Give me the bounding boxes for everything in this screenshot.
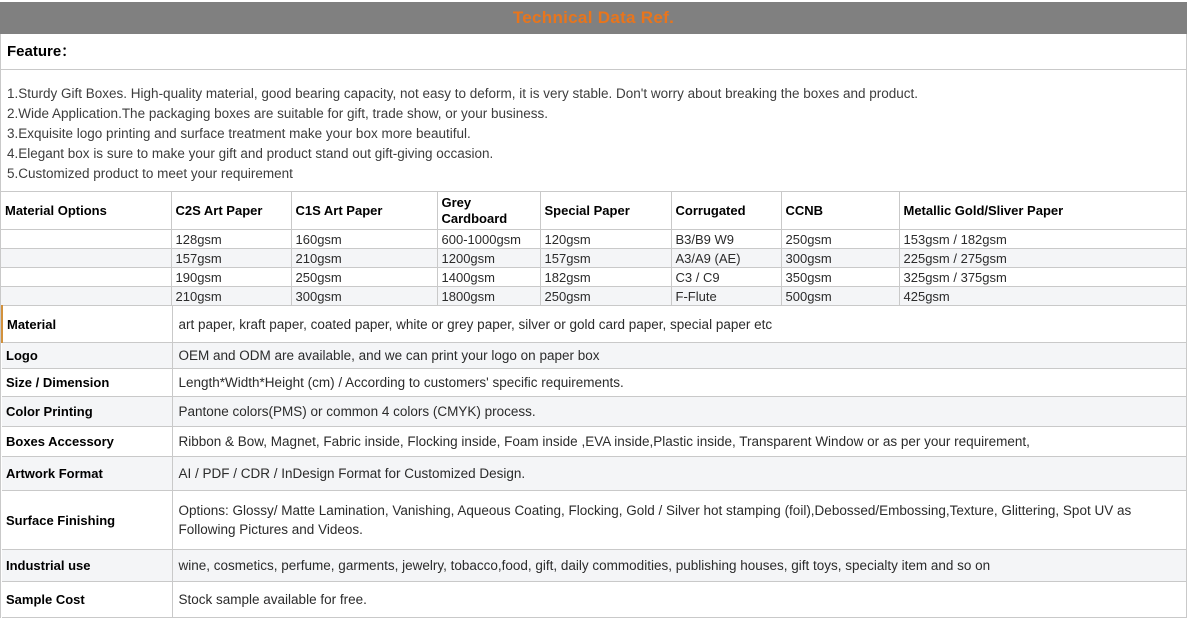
- table-cell: 250gsm: [781, 230, 899, 249]
- spec-value: OEM and ODM are available, and we can print your logo on paper box: [172, 343, 1186, 369]
- spec-label: Surface Finishing: [2, 491, 172, 550]
- table-cell: [1, 268, 171, 287]
- spec-row: [2, 582, 1186, 618]
- spec-label: Color Printing: [2, 397, 172, 427]
- table-cell: 300gsm: [781, 249, 899, 268]
- spec-row: [2, 491, 1186, 550]
- column-header: Grey Cardboard: [437, 192, 540, 230]
- table-cell: 157gsm: [540, 249, 671, 268]
- column-header: Special Paper: [540, 192, 671, 230]
- table-cell: [1, 230, 171, 249]
- page-title: Technical Data Ref.: [512, 8, 675, 27]
- table-cell: 250gsm: [291, 268, 437, 287]
- table-cell: [1, 249, 171, 268]
- table-cell: 225gsm / 275gsm: [899, 249, 1186, 268]
- spec-value: Stock sample available for free.: [172, 582, 1186, 618]
- table-cell: 182gsm: [540, 268, 671, 287]
- feature-item: 3.Exquisite logo printing and surface treatment make your box more beautiful.: [7, 126, 471, 141]
- spec-label: Logo: [2, 343, 172, 369]
- table-cell: 1400gsm: [437, 268, 540, 287]
- title-bar: [0, 2, 1187, 34]
- column-header: CCNB: [781, 192, 899, 230]
- column-header: Material Options: [1, 192, 171, 230]
- feature-heading: Feature：: [1, 34, 1186, 70]
- table-cell: F-Flute: [671, 287, 781, 306]
- table-cell: 300gsm: [291, 287, 437, 306]
- table-cell: 350gsm: [781, 268, 899, 287]
- table-cell: 325gsm / 375gsm: [899, 268, 1186, 287]
- table-cell: 128gsm: [171, 230, 291, 249]
- spec-value: Length*Width*Height (cm) / According to customers' specific requirements.: [172, 369, 1186, 397]
- spec-value: wine, cosmetics, perfume, garments, jewelry, tobacco,food, gift, daily commodities, publishing houses, gift toys, specialty item and so on: [172, 550, 1186, 582]
- feature-list: [1, 70, 1186, 191]
- table-cell: 210gsm: [291, 249, 437, 268]
- spec-row: [2, 369, 1186, 397]
- table-row: [1, 287, 1186, 306]
- table-cell: C3 / C9: [671, 268, 781, 287]
- column-header: C1S Art Paper: [291, 192, 437, 230]
- spec-label: Material: [2, 306, 172, 343]
- spec-label: Sample Cost: [2, 582, 172, 618]
- column-header: Metallic Gold/Sliver Paper: [899, 192, 1186, 230]
- spec-value: Ribbon & Bow, Magnet, Fabric inside, Flocking inside, Foam inside ,EVA inside,Plastic inside, Transparent Window or as per your requirement,: [172, 427, 1186, 457]
- spec-row: [2, 427, 1186, 457]
- material-table-body: [1, 230, 1186, 306]
- table-row: [1, 230, 1186, 249]
- table-cell: 1200gsm: [437, 249, 540, 268]
- material-table-header-row: [1, 192, 1186, 230]
- table-cell: 120gsm: [540, 230, 671, 249]
- table-cell: B3/B9 W9: [671, 230, 781, 249]
- table-row: [1, 249, 1186, 268]
- technical-data-page: [0, 2, 1187, 618]
- spec-row: [2, 306, 1186, 343]
- spec-value: Options: Glossy/ Matte Lamination, Vanishing, Aqueous Coating, Flocking, Gold / Silver hot stamping (foil),Debossed/Embossing,Texture, Glittering, Spot UV as Following Pictures and Videos.: [172, 491, 1186, 550]
- spec-value: Pantone colors(PMS) or common 4 colors (CMYK) process.: [172, 397, 1186, 427]
- spec-label: Industrial use: [2, 550, 172, 582]
- table-cell: 160gsm: [291, 230, 437, 249]
- spec-value: art paper, kraft paper, coated paper, white or grey paper, silver or gold card paper, special paper etc: [172, 306, 1186, 343]
- spec-label: Size / Dimension: [2, 369, 172, 397]
- table-cell: 425gsm: [899, 287, 1186, 306]
- feature-item: 1.Sturdy Gift Boxes. High-quality material, good bearing capacity, not easy to deform, it is very stable. Don't worry about breaking the boxes and product.: [7, 86, 919, 101]
- spec-row: [2, 343, 1186, 369]
- table-cell: 1800gsm: [437, 287, 540, 306]
- feature-item: 2.Wide Application.The packaging boxes are suitable for gift, trade show, or your business.: [7, 106, 549, 121]
- spec-table-body: [2, 306, 1186, 618]
- column-header: C2S Art Paper: [171, 192, 291, 230]
- spec-row: [2, 457, 1186, 491]
- table-row: [1, 268, 1186, 287]
- spec-label: Boxes Accessory: [2, 427, 172, 457]
- feature-item: 4.Elegant box is sure to make your gift and product stand out gift-giving occasion.: [7, 146, 494, 161]
- table-cell: A3/A9 (AE): [671, 249, 781, 268]
- table-cell: 600-1000gsm: [437, 230, 540, 249]
- spec-row: [2, 550, 1186, 582]
- spec-value: AI / PDF / CDR / InDesign Format for Customized Design.: [172, 457, 1186, 491]
- spec-table: [1, 305, 1186, 618]
- spec-label: Artwork Format: [2, 457, 172, 491]
- table-cell: [1, 287, 171, 306]
- material-options-table: [1, 191, 1186, 306]
- column-header: Corrugated: [671, 192, 781, 230]
- table-cell: 250gsm: [540, 287, 671, 306]
- table-cell: 210gsm: [171, 287, 291, 306]
- page-content: [0, 34, 1187, 618]
- table-cell: 500gsm: [781, 287, 899, 306]
- table-cell: 153gsm / 182gsm: [899, 230, 1186, 249]
- feature-item: 5.Customized product to meet your requirement: [7, 166, 293, 181]
- material-table-header: [1, 192, 1186, 230]
- table-cell: 190gsm: [171, 268, 291, 287]
- spec-row: [2, 397, 1186, 427]
- table-cell: 157gsm: [171, 249, 291, 268]
